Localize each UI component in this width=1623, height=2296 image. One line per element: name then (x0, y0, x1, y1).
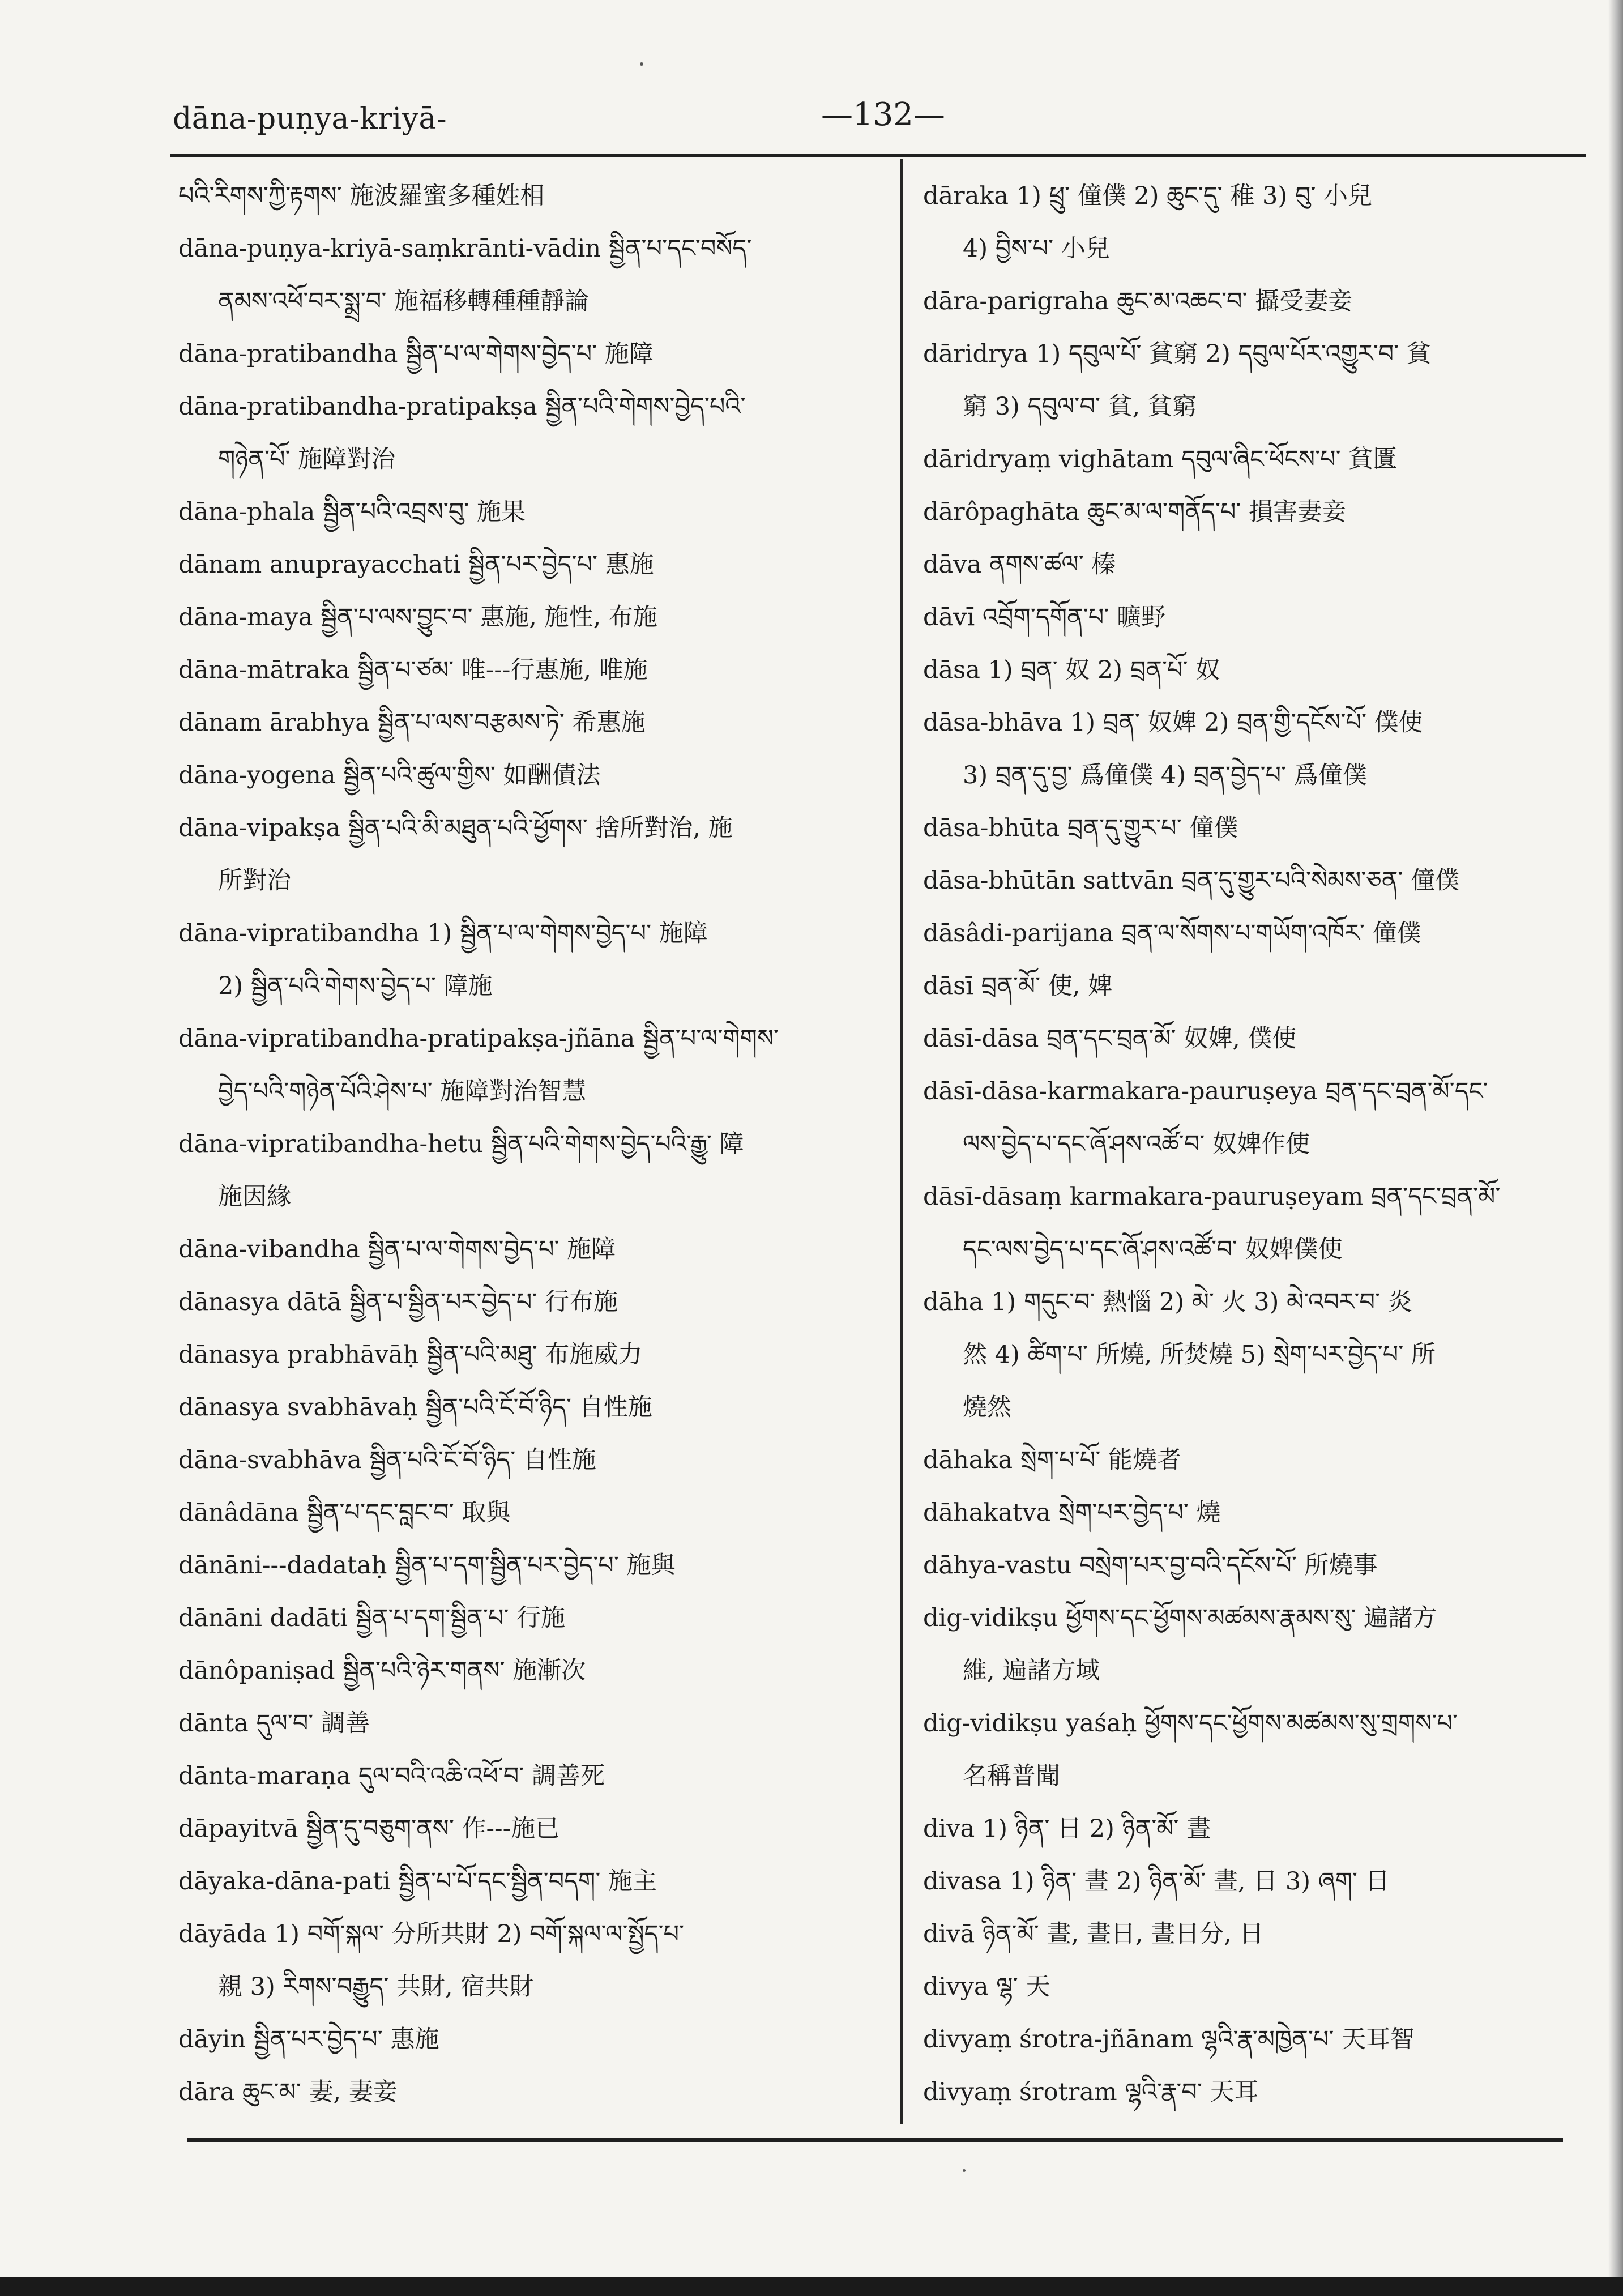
entry-headline: dāna-mātraka སྦྱིན་པ་ཙམ་ 唯---行惠施, 唯施 (178, 656, 648, 684)
entry-headline: dānāni dadāti སྦྱིན་པ་དག་སྦྱིན་པ་ 行施 (178, 1604, 566, 1632)
dictionary-entry (923, 275, 1591, 328)
dictionary-entry (178, 381, 881, 486)
dictionary-entry (923, 644, 1591, 697)
entry-headline: dāhaka སྲེག་པ་པོ་ 能燒者 (923, 1446, 1182, 1474)
dictionary-entry (178, 1223, 881, 1276)
dictionary-entry (178, 1803, 881, 1855)
dictionary-entry (178, 1908, 881, 2013)
dictionary-entry (923, 1487, 1591, 1539)
dictionary-entry (178, 1645, 881, 1697)
entry-headline: dāsa 1) བྲན་ 奴 2) བྲན་པོ་ 奴 (923, 656, 1220, 684)
entry-headline: dārôpaghāta ཆུང་མ་ལ་གནོད་པ་ 損害妻妾 (923, 498, 1347, 526)
entry-headline: dāsa-bhūtān sattvān བྲན་དུ་གྱུར་པའི་སེམས་ཅན་ 僮僕 (923, 867, 1460, 895)
dictionary-entry (923, 1803, 1591, 1855)
dictionary-entry (923, 170, 1591, 275)
header-rule (170, 154, 1586, 157)
dictionary-entry (923, 960, 1591, 1013)
entry-headline: dānasya dātā སྦྱིན་པ་སྦྱིན་པར་བྱེད་པ་ 行布施 (178, 1288, 618, 1316)
dictionary-entry (923, 1065, 1591, 1171)
dictionary-entry (178, 1855, 881, 1908)
dictionary-entry (923, 1855, 1591, 1908)
dictionary-entry (178, 907, 881, 1013)
entry-headline: dāna-vipratibandha-hetu སྦྱིན་པའི་གེགས་བྱེད་པའི་རྒྱུ་ 障 (178, 1130, 744, 1158)
entry-headline: dānâdāna སྦྱིན་པ་དང་བླང་བ་ 取與 (178, 1499, 511, 1527)
dictionary-entry (923, 697, 1591, 802)
entry-continuation: 3) བྲན་དུ་བྱ་ 爲僮僕 4) བྲན་བྱེད་པ་ 爲僮僕 (963, 761, 1367, 789)
entry-headline: dāridrya 1) དབུལ་པོ་ 貧窮 2) དབུལ་པོར་འགྱུར་བ་ 貧 (923, 340, 1431, 368)
entry-headline: dāyāda 1) བགོ་སྐལ་ 分所共財 2) བགོ་སྐལ་ལ་སྤྱོད་པ་ (178, 1920, 685, 1948)
scan-speck (640, 62, 643, 66)
right-column (923, 170, 1591, 2119)
dictionary-entry (178, 697, 881, 749)
dictionary-entry (923, 1276, 1591, 1434)
scan-bottom-edge (0, 2277, 1623, 2296)
entry-continuation: 所對治 (218, 867, 291, 895)
entry-headline: diva 1) ཉིན་ 日 2) ཉིན་མོ་ 晝 (923, 1815, 1211, 1843)
entry-continuation: 2) སྦྱིན་པའི་གེགས་བྱེད་པ་ 障施 (218, 972, 493, 1000)
entry-headline: dāna-vibandha སྦྱིན་པ་ལ་གེགས་བྱེད་པ་ 施障 (178, 1235, 616, 1264)
entry-continuation: 4) བྱིས་པ་ 小兒 (963, 234, 1110, 263)
dictionary-entry (923, 2066, 1591, 2119)
dictionary-entry (923, 1171, 1591, 1276)
entry-continuation: 然 4) ཚིག་པ་ 所燒, 所焚燒 5) སྲེག་པར་བྱེད་པ་ 所 (963, 1341, 1436, 1369)
entry-headline: divya ལྷ་ 天 (923, 1973, 1050, 2001)
entry-headline: dāna-puṇya-kriyā-saṃkrānti-vādin སྦྱིན་པ་དང་བསོད་ (178, 234, 752, 263)
entry-headline: dāsī-dāsaṃ karmakara-pauruṣeyam བྲན་དང་བྲན་མོ་ (923, 1183, 1501, 1211)
dictionary-entry (178, 1487, 881, 1539)
entry-continuation: 名稱普聞 (963, 1762, 1060, 1790)
dictionary-entry (923, 328, 1591, 433)
dictionary-entry (178, 2066, 881, 2119)
entry-headline: dāra-parigraha ཆུང་མ་འཆང་བ་ 攝受妻妾 (923, 287, 1353, 315)
dictionary-entry (178, 802, 881, 907)
entry-headline: dāyaka-dāna-pati སྦྱིན་པ་པོ་དང་སྦྱིན་བདག་ 施主 (178, 1867, 657, 1896)
entry-headline: dāna-vipakṣa སྦྱིན་པའི་མི་མཐུན་པའི་ཕྱོགས་ 捨所對治, 施 (178, 814, 733, 842)
dictionary-entry (923, 802, 1591, 855)
dictionary-entry (178, 486, 881, 539)
entry-headline: dānta དུལ་བ་ 調善 (178, 1709, 370, 1738)
dictionary-entry (178, 1750, 881, 1803)
entry-headline: dāsâdi-parijana བྲན་ལ་སོགས་པ་གཡོག་འཁོར་ 僮僕 (923, 919, 1421, 948)
dictionary-entry (178, 223, 881, 328)
dictionary-entry (178, 1539, 881, 1592)
entry-continuation: 燒然 (963, 1393, 1011, 1422)
entry-headline: dāsī-dāsa བྲན་དང་བྲན་མོ་ 奴婢, 僕使 (923, 1025, 1297, 1053)
entry-headline: dāna-pratibandha སྦྱིན་པ་ལ་གེགས་བྱེད་པ་ 施障 (178, 340, 654, 368)
entry-headline: dānam ārabhya སྦྱིན་པ་ལས་བརྩམས་ཏེ་ 希惠施 (178, 709, 646, 737)
dictionary-entry (923, 486, 1591, 539)
dictionary-entry (178, 1434, 881, 1487)
dictionary-entry (178, 539, 881, 591)
entry-headline: dāsī-dāsa-karmakara-pauruṣeya བྲན་དང་བྲན་མོ་དང་ (923, 1077, 1488, 1106)
entry-continuation: 維, 遍諸方域 (963, 1657, 1100, 1685)
entry-headline: dāpayitvā སྦྱིན་དུ་བཅུག་ནས་ 作---施已 (178, 1815, 560, 1843)
entry-headline: dāsī བྲན་མོ་ 使, 婢 (923, 972, 1113, 1000)
entry-headline: dāha 1) གདུང་བ་ 熱惱 2) མེ་ 火 3) མེ་འབར་བ་ 炎 (923, 1288, 1412, 1316)
entry-headline: dāraka 1) ཕྲུ་ 僮僕 2) ཆུང་དུ་ 稚 3) བུ་ 小兒 (923, 182, 1373, 210)
dictionary-entry (178, 1381, 881, 1434)
dictionary-entry (178, 1276, 881, 1329)
dictionary-entry (178, 591, 881, 644)
entry-headline: dāva ནགས་ཚལ་ 榛 (923, 550, 1116, 579)
scan-speck (963, 2169, 966, 2172)
dictionary-entry (178, 1697, 881, 1750)
entry-headline: dānam anuprayacchati སྦྱིན་པར་བྱེད་པ་ 惠施 (178, 550, 654, 579)
entry-continuation: བྱེད་པའི་གཉེན་པོའི་ཤེས་པ་ 施障對治智慧 (218, 1077, 587, 1106)
entry-continuation: གཉེན་པོ་ 施障對治 (218, 445, 396, 473)
entry-headline: dānasya svabhāvaḥ སྦྱིན་པའི་ངོ་བོ་ཉིད་ 自性施 (178, 1393, 652, 1422)
entry-headline: divasa 1) ཉིན་ 晝 2) ཉིན་མོ་ 晝, 日 3) ཞག་ 日 (923, 1867, 1390, 1896)
entry-headline: པའི་རིགས་ཀྱི་རྟགས་ 施波羅蜜多種姓相 (178, 182, 545, 210)
dictionary-entry (923, 539, 1591, 591)
dictionary-entry (923, 433, 1591, 486)
entry-headline: dāna-pratibandha-pratipakṣa སྦྱིན་པའི་གེགས་བྱེད་པའི་ (178, 392, 746, 421)
footer-rule (187, 2138, 1563, 2142)
dictionary-entry (178, 328, 881, 381)
entry-headline: dānāni---dadataḥ སྦྱིན་པ་དག་སྦྱིན་པར་བྱེད་པ་ 施與 (178, 1551, 676, 1580)
entry-headline: dig-vidikṣu ཕྱོགས་དང་ཕྱོགས་མཚམས་རྣམས་སུ་ 遍諸方 (923, 1604, 1437, 1632)
entry-continuation: ལས་བྱེད་པ་དང་ཞོ་ཤས་འཚོ་བ་ 奴婢作使 (963, 1130, 1310, 1158)
dictionary-entry (178, 2013, 881, 2066)
dictionary-entry (923, 1697, 1591, 1803)
dictionary-entry (178, 1013, 881, 1118)
dictionary-entry (923, 1434, 1591, 1487)
entry-headline: dāna-yogena སྦྱིན་པའི་ཚུལ་གྱིས་ 如酬債法 (178, 761, 601, 789)
entry-headline: dāridryaṃ vighātam དབུལ་ཞིང་ཕོངས་པ་ 貧匱 (923, 445, 1398, 473)
entry-headline: dānôpaniṣad སྦྱིན་པའི་ཉེར་གནས་ 施漸次 (178, 1657, 586, 1685)
entry-headline: dāvī འབྲོག་དགོན་པ་ 曠野 (923, 603, 1165, 631)
entry-headline: divyaṃ śrotram ལྷའི་རྣ་བ་ 天耳 (923, 2078, 1259, 2106)
dictionary-entry (178, 644, 881, 697)
dictionary-entry (178, 1592, 881, 1645)
entry-headline: dāna-vipratibandha-pratipakṣa-jñāna སྦྱིན་པ་ལ་གེགས་ (178, 1025, 779, 1053)
column-divider (900, 159, 903, 2124)
page-header (0, 96, 1623, 153)
entry-headline: dānasya prabhāvāḥ སྦྱིན་པའི་མཐུ་ 布施威力 (178, 1341, 643, 1369)
dictionary-entry (923, 1592, 1591, 1697)
dictionary-entry (923, 1539, 1591, 1592)
entry-headline: dāsa-bhūta བྲན་དུ་གྱུར་པ་ 僮僕 (923, 814, 1238, 842)
dictionary-entry (923, 907, 1591, 960)
dictionary-entry (923, 1013, 1591, 1065)
dictionary-entry (178, 1329, 881, 1381)
entry-headline: divyaṃ śrotra-jñānam ལྷའི་རྣ་མཁྱེན་པ་ 天耳智 (923, 2025, 1415, 2054)
entry-headline: dāhakatva སྲེག་པར་བྱེད་པ་ 燒 (923, 1499, 1221, 1527)
entry-continuation: 施因緣 (218, 1183, 291, 1211)
dictionary-entry (178, 749, 881, 802)
entry-headline: dāyin སྦྱིན་པར་བྱེད་པ་ 惠施 (178, 2025, 439, 2054)
page-number: —132— (821, 96, 945, 133)
entry-headline: dāna-maya སྦྱིན་པ་ལས་བྱུང་བ་ 惠施, 施性, 布施 (178, 603, 657, 631)
running-head: dāna-puṇya-kriyā- (173, 102, 447, 136)
entry-headline: dāsa-bhāva 1) བྲན་ 奴婢 2) བྲན་གྱི་དངོས་པོ་ 僕使 (923, 709, 1423, 737)
entry-continuation: 窮 3) དབུལ་བ་ 貧, 貧窮 (963, 392, 1197, 421)
entry-headline: dig-vidikṣu yaśaḥ ཕྱོགས་དང་ཕྱོགས་མཚམས་སུ་གྲགས་པ་ (923, 1709, 1458, 1738)
left-column (178, 170, 881, 2119)
scan-edge (1608, 0, 1623, 2296)
entry-headline: dāra ཆུང་མ་ 妻, 妻妾 (178, 2078, 398, 2106)
dictionary-entry (923, 591, 1591, 644)
entry-headline: dāna-vipratibandha 1) སྦྱིན་པ་ལ་གེགས་བྱེད་པ་ 施障 (178, 919, 708, 948)
entry-headline: divā ཉིན་མོ་ 晝, 晝日, 晝日分, 日 (923, 1920, 1264, 1948)
dictionary-entry (923, 1961, 1591, 2013)
entry-continuation: 親 3) རིགས་བརྒྱུད་ 共財, 宿共財 (218, 1973, 534, 2001)
dictionary-entry (178, 1118, 881, 1223)
entry-headline: dānta-maraṇa དུལ་བའི་འཆི་འཕོ་བ་ 調善死 (178, 1762, 605, 1790)
entry-headline: dāna-svabhāva སྦྱིན་པའི་ངོ་བོ་ཉིད་ 自性施 (178, 1446, 596, 1474)
dictionary-entry (923, 1908, 1591, 1961)
entry-continuation: དང་ལས་བྱེད་པ་དང་ཞོ་ཤས་འཚོ་བ་ 奴婢僕使 (963, 1235, 1343, 1264)
entry-headline: dāna-phala སྦྱིན་པའི་འབྲས་བུ་ 施果 (178, 498, 526, 526)
entry-headline: dāhya-vastu བསྲེག་པར་བྱ་བའི་དངོས་པོ་ 所燒事 (923, 1551, 1378, 1580)
entry-continuation: ནམས་འཕོ་བར་སྨྲ་བ་ 施福移轉種種靜論 (218, 287, 590, 315)
dictionary-entry (923, 2013, 1591, 2066)
dictionary-entry (178, 170, 881, 223)
dictionary-entry (923, 855, 1591, 907)
